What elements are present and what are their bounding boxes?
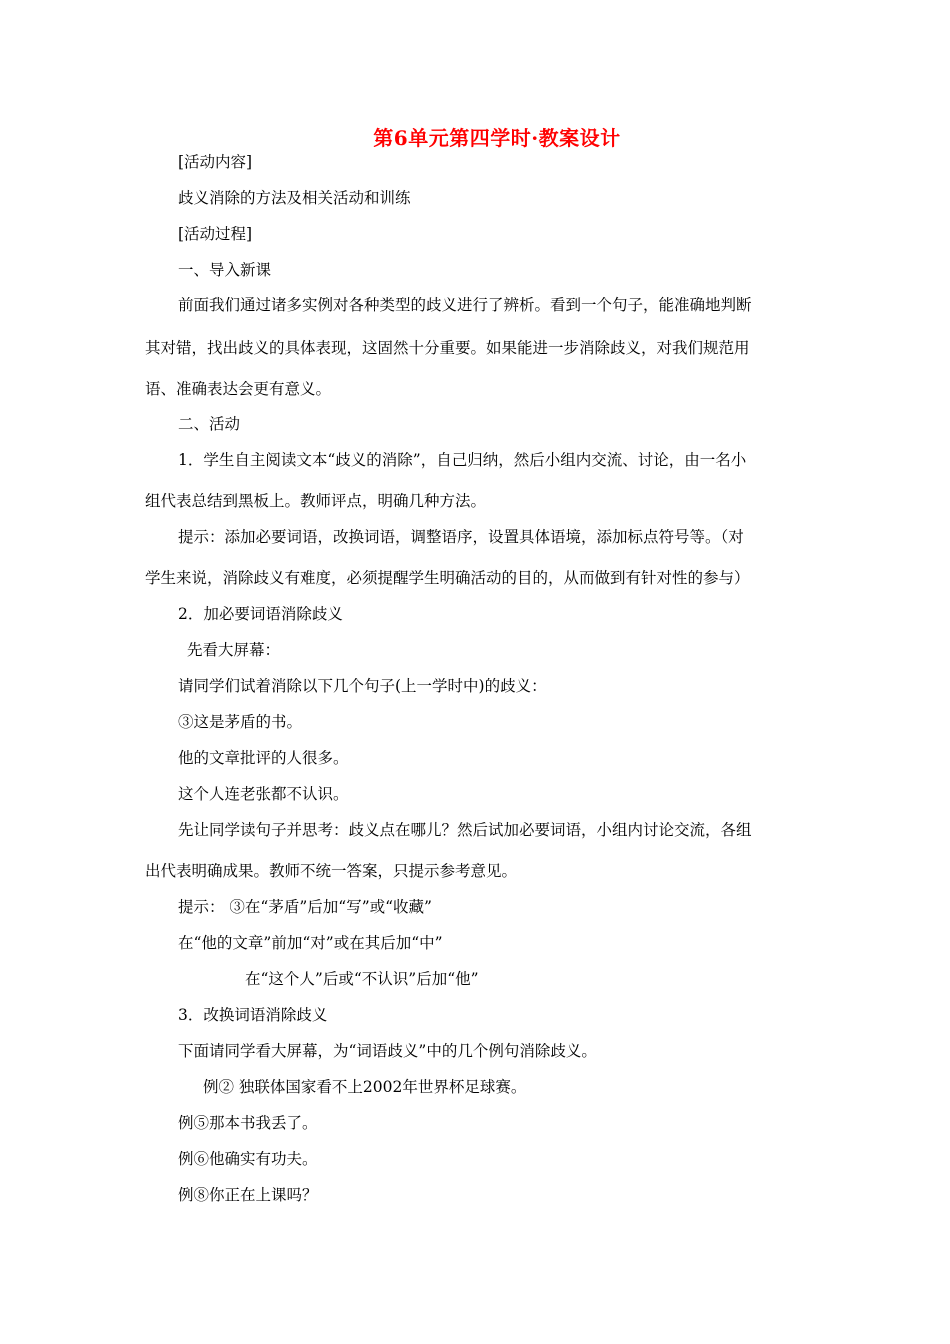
example-sentence: 他的文章批评的人很多。 xyxy=(178,749,349,767)
paragraph: 先看大屏幕： xyxy=(187,641,281,659)
example-sentence: 例⑥他确实有功夫。 xyxy=(178,1150,318,1168)
paragraph: 歧义消除的方法及相关活动和训练 xyxy=(178,189,411,207)
hint-line: 在“这个人”后或“不认识”后加“他” xyxy=(245,970,479,988)
section-heading: 二、活动 xyxy=(178,415,241,433)
paragraph: 提示：添加必要词语，改换词语，调整语序，设置具体语境，添加标点符号等。（对 xyxy=(178,528,744,546)
example-sentence: 这个人连老张都不认识。 xyxy=(178,785,349,803)
example-sentence: 例⑤那本书我丢了。 xyxy=(178,1114,318,1132)
paragraph: 学生来说，消除歧义有难度，必须提醒学生明确活动的目的，从而做到有针对性的参与） xyxy=(145,569,750,587)
document-title: 第6单元第四学时·教案设计 xyxy=(373,126,621,150)
example-sentence: 例⑧你正在上课吗？ xyxy=(178,1186,318,1204)
hint-line: 提示： ③在“茅盾”后加“写”或“收藏” xyxy=(178,898,432,916)
section-label-process: [活动过程] xyxy=(178,225,253,243)
paragraph: 语、准确表达会更有意义。 xyxy=(145,380,332,398)
paragraph: 请同学们试着消除以下几个句子(上一学时中)的歧义： xyxy=(178,677,547,695)
hint-line: 在“他的文章”前加“对”或在其后加“中” xyxy=(178,934,443,952)
paragraph: 其对错，找出歧义的具体表现，这固然十分重要。如果能进一步消除歧义，对我们规范用 xyxy=(145,339,750,357)
paragraph: 组代表总结到黑板上。教师评点，明确几种方法。 xyxy=(145,492,487,510)
section-label-content: [活动内容] xyxy=(178,153,253,171)
example-sentence: 例② 独联体国家看不上2002年世界杯足球赛。 xyxy=(203,1078,527,1096)
paragraph: 先让同学读句子并思考：歧义点在哪儿？然后试加必要词语，小组内讨论交流，各组 xyxy=(178,821,752,839)
paragraph: 出代表明确成果。教师不统一答案，只提示参考意见。 xyxy=(145,862,518,880)
example-sentence: ③这是茅盾的书。 xyxy=(178,713,303,731)
section-heading: 一、导入新课 xyxy=(178,261,272,279)
paragraph: 1．学生自主阅读文本“歧义的消除”，自己归纳，然后小组内交流、讨论，由一名小 xyxy=(178,451,747,469)
subsection-heading: 2．加必要词语消除歧义 xyxy=(178,605,343,623)
paragraph: 下面请同学看大屏幕，为“词语歧义”中的几个例句消除歧义。 xyxy=(178,1042,597,1060)
subsection-heading: 3．改换词语消除歧义 xyxy=(178,1006,328,1024)
paragraph: 前面我们通过诸多实例对各种类型的歧义进行了辨析。看到一个句子，能准确地判断 xyxy=(178,296,752,314)
